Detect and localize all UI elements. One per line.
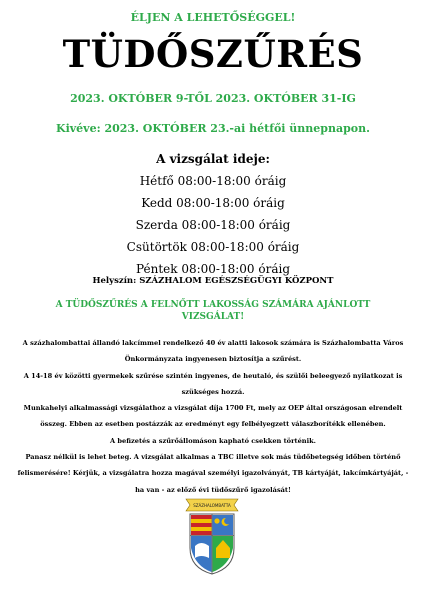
schedule-day: Hétfő 08:00-18:00 óráig xyxy=(139,174,287,188)
info-paragraph: Panasz nélkül is lehet beteg. A vizsgálat alkalmas a TBC illetve sok más tüdőbetegség időben történő felismerésére! Kérjük, a vizsgálatra hozza magával személyi igazolványát, TB kártyáját, lakcímkártyáját, - ha van - az előző évi tüdőszűrő igazolását! xyxy=(17,453,409,494)
info-text xyxy=(12,335,414,498)
svg-text:SZÁZHALOMBATTA: SZÁZHALOMBATTA xyxy=(193,503,231,508)
schedule-heading: A vizsgálat ideje: xyxy=(156,152,270,166)
location-line xyxy=(0,276,426,286)
tagline: ÉLJEN A LEHETŐSÉGGEL! xyxy=(130,11,296,24)
city-crest-icon xyxy=(183,496,241,576)
holiday-exception: Kivéve: 2023. OKTÓBER 23.-ai hétfői ünnepnapon. xyxy=(56,122,370,135)
location-label: Helyszín: xyxy=(92,276,137,286)
schedule-day: Kedd 08:00-18:00 óráig xyxy=(141,196,285,210)
info-paragraph: A befizetés a szűrőállomáson kapható csekken történik. xyxy=(110,436,316,445)
schedule-day: Csütörtök 08:00-18:00 óráig xyxy=(126,240,300,254)
info-paragraph: A százhalombattai állandó lakcímmel rendelkező 40 év alatti lakosok számára is Százhalombatta Város Önkormányzata ingyenesen biztosítja a szűrést. xyxy=(22,339,404,364)
recommendation: A TÜDŐSZŰRÉS A FELNŐTT LAKOSSÁG SZÁMÁRA AJÁNLOTT VIZSGÁLAT! xyxy=(55,300,371,322)
page-title: TÜDŐSZŰRÉS xyxy=(62,32,364,76)
schedule-day: Péntek 08:00-18:00 óráig xyxy=(135,262,291,276)
info-paragraph: Munkahelyi alkalmassági vizsgálathoz a vizsgálat díja 1700 Ft, mely az OEP által országosan elrendelt összeg. Ebben az esetben postázzák az eredményt egy felbélyegzett válaszborítékk ellenében. xyxy=(23,404,403,429)
info-paragraph: A 14-18 év közötti gyermekek szűrése szintén ingyenes, de heutaló, és szülői beleegyező nyilatkozat is szükséges hozzá. xyxy=(23,371,403,396)
location-value: SZÁZHALOM EGÉSZSÉGÜGYI KÖZPONT xyxy=(139,276,334,286)
schedule-day: Szerda 08:00-18:00 óráig xyxy=(135,218,291,232)
date-range: 2023. OKTÓBER 9-TŐL 2023. OKTÓBER 31-IG xyxy=(70,92,356,105)
schedule-list xyxy=(0,170,426,280)
